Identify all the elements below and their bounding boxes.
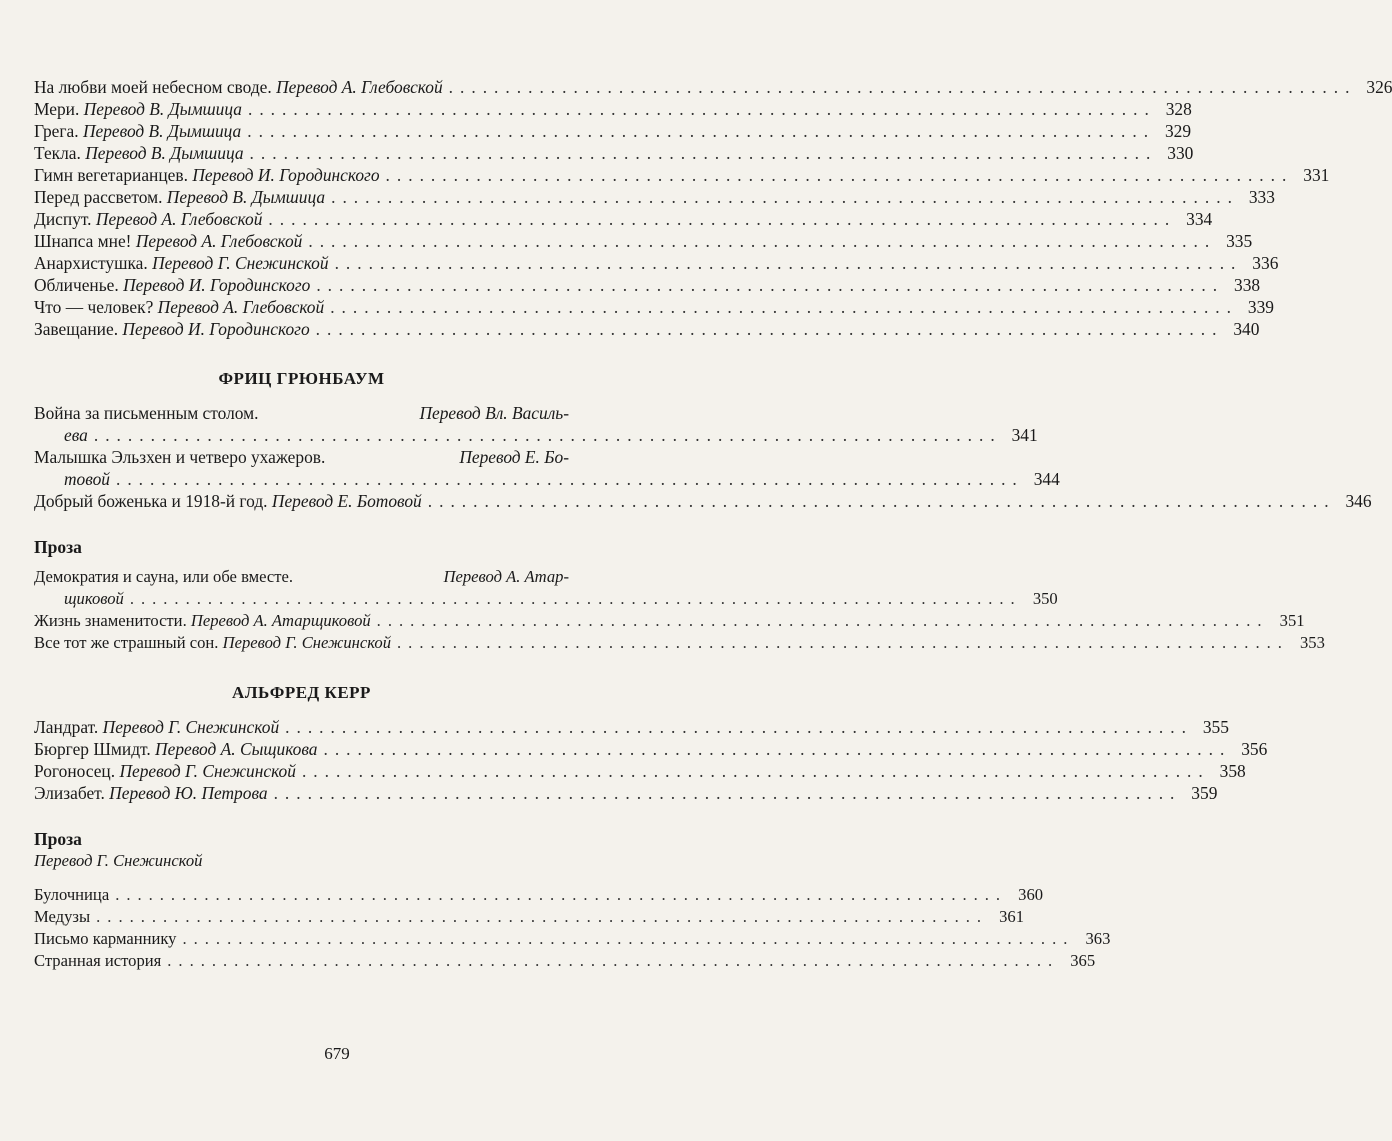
- leader-dots: ................................................................................: [301, 761, 1210, 781]
- entry-title: Ландрат.: [34, 717, 99, 737]
- leader-dots: ................................................................................: [115, 885, 1008, 904]
- entry-translator: Перевод В. Дымшица: [83, 99, 242, 119]
- leader-dots: ................................................................................: [331, 187, 1239, 207]
- entry-translator: Перевод Е. Ботовой: [271, 491, 422, 511]
- entry-continuation: ева: [64, 425, 88, 445]
- leader-dots: ................................................................................: [268, 209, 1177, 229]
- page-ref: 359: [1191, 783, 1218, 803]
- leader-dots: ................................................................................: [385, 165, 1294, 185]
- entry-title: Малышка Эльзхен и четверо ухажеров.: [34, 447, 326, 467]
- entry-translator: Перевод Г. Снежинской: [119, 761, 296, 781]
- page-ref: 356: [1241, 739, 1268, 759]
- toc-entry: [34, 296, 1274, 318]
- entry-title: Шнапса мне!: [34, 231, 132, 251]
- page-ref: 365: [1070, 951, 1096, 970]
- entry-translator: Перевод А. Глебовской: [157, 297, 325, 317]
- page-ref: 328: [1165, 99, 1192, 119]
- leader-dots: ................................................................................: [376, 611, 1269, 630]
- entry-translator: Перевод Г. Снежинской: [152, 253, 329, 273]
- leader-dots: ................................................................................: [334, 253, 1243, 273]
- entry-translator: Перевод А. Глебовской: [276, 77, 443, 97]
- entry-title: Добрый боженька и 1918-й год.: [34, 491, 268, 511]
- toc-entry: [34, 928, 1111, 950]
- entry-title: Анархистушка.: [34, 253, 148, 273]
- entry-title: Все тот же страшный сон.: [34, 633, 219, 652]
- entry-title: Медузы: [34, 907, 91, 926]
- toc-entry: [34, 716, 1229, 738]
- entry-title: Текла.: [34, 143, 81, 163]
- leader-dots: ................................................................................: [129, 589, 1022, 608]
- leader-dots: ................................................................................: [182, 929, 1075, 948]
- page-ref: 331: [1303, 165, 1330, 185]
- entry-title: Грега.: [34, 121, 79, 141]
- toc-entry: [34, 76, 1392, 98]
- leader-dots: ................................................................................: [96, 907, 989, 926]
- leader-dots: ................................................................................: [323, 739, 1232, 759]
- leader-dots: ................................................................................: [427, 491, 1336, 511]
- entry-translator: Перевод Г. Снежинской: [222, 633, 392, 652]
- entry-title: Странная история: [34, 951, 162, 970]
- toc-entry: [34, 274, 1261, 296]
- entry-title: Обличенье.: [34, 275, 119, 295]
- toc-entry: [34, 782, 1218, 804]
- page-ref: 351: [1279, 611, 1305, 630]
- entry-title: Мери.: [34, 99, 80, 119]
- toc-entry: [34, 632, 1325, 654]
- entry-translator: Перевод А. Атарщиковой: [190, 611, 371, 630]
- page-ref: 339: [1247, 297, 1274, 317]
- entry-translator: Перевод В. Дымшица: [85, 143, 244, 163]
- entry-title: Перед рассветом.: [34, 187, 163, 207]
- toc-entry: [34, 318, 1260, 340]
- page-ref: 363: [1085, 929, 1111, 948]
- page-ref: 355: [1202, 717, 1229, 737]
- entry-title: Война за письменным столом.: [34, 403, 259, 423]
- toc-entry: [34, 566, 1058, 610]
- page-ref: 353: [1300, 633, 1325, 652]
- leader-dots: ................................................................................: [247, 99, 1156, 119]
- page-ref: 330: [1167, 143, 1194, 163]
- leader-dots: ................................................................................: [315, 319, 1224, 339]
- toc-entry: [34, 738, 1268, 760]
- entry-translator: Перевод И. Городинского: [123, 275, 311, 295]
- page-ref: 358: [1219, 761, 1246, 781]
- page-ref: 346: [1345, 491, 1372, 511]
- entry-continuation: товой: [64, 469, 110, 489]
- leader-dots: ................................................................................: [93, 425, 1002, 445]
- table-of-contents: [34, 76, 1392, 972]
- author-heading-kerr: АЛЬФРЕД КЕРР: [232, 683, 371, 702]
- entry-title: На любви моей небесном своде.: [34, 77, 272, 97]
- entry-title: Бюргер Шмидт.: [34, 739, 151, 759]
- entry-title: Элизабет.: [34, 783, 105, 803]
- author-heading-gruenbaum: ФРИЦ ГРЮНБАУМ: [218, 369, 385, 388]
- toc-entry: [34, 230, 1253, 252]
- toc-entry: [34, 760, 1246, 782]
- leader-dots: ................................................................................: [167, 951, 1060, 970]
- page-ref: 334: [1186, 209, 1213, 229]
- leader-dots: ................................................................................: [330, 297, 1238, 317]
- entry-title: Письмо карманнику: [34, 929, 177, 948]
- entry-translator: Перевод А. Глебовской: [95, 209, 263, 229]
- entry-title: Гимн вегетарианцев.: [34, 165, 188, 185]
- leader-dots: ................................................................................: [285, 717, 1193, 737]
- section-heading-prose: Проза: [34, 829, 82, 849]
- entry-translator: Перевод А. Атар-: [443, 567, 569, 586]
- toc-entry: [34, 142, 1194, 164]
- page-ref: 350: [1032, 589, 1058, 608]
- toc-entry: [34, 490, 1372, 512]
- toc-entry: [34, 252, 1279, 274]
- toc-entry: [34, 98, 1192, 120]
- entry-continuation: щиковой: [64, 589, 124, 608]
- page-number: 679: [324, 1044, 350, 1063]
- leader-dots: ................................................................................: [273, 783, 1182, 803]
- page-ref: 360: [1018, 885, 1044, 904]
- leader-dots: ................................................................................: [115, 469, 1024, 489]
- toc-entry: [34, 186, 1275, 208]
- page-ref: 335: [1226, 231, 1253, 251]
- toc-entry: [34, 164, 1330, 186]
- leader-dots: ................................................................................: [448, 77, 1357, 97]
- entry-title: Жизнь знаменитости.: [34, 611, 187, 630]
- toc-entry: [34, 120, 1192, 142]
- entry-title: Диспут.: [34, 209, 92, 229]
- leader-dots: ................................................................................: [308, 231, 1217, 251]
- toc-entry: [34, 208, 1213, 230]
- page-ref: 338: [1234, 275, 1261, 295]
- page-ref: 344: [1033, 469, 1060, 489]
- entry-translator: Перевод А. Глебовской: [135, 231, 303, 251]
- leader-dots: ................................................................................: [397, 633, 1289, 652]
- page-ref: 336: [1252, 253, 1279, 273]
- page-ref: 341: [1011, 425, 1038, 445]
- leader-dots: ................................................................................: [247, 121, 1156, 141]
- page-ref: 326: [1366, 77, 1392, 97]
- entry-title: Булочница: [34, 885, 110, 904]
- leader-dots: ................................................................................: [316, 275, 1225, 295]
- toc-entry: [34, 402, 1038, 446]
- page-ref: 329: [1164, 121, 1192, 141]
- entry-translator: Перевод И. Городинского: [122, 319, 310, 339]
- leader-dots: ................................................................................: [249, 143, 1158, 163]
- entry-translator: Перевод И. Городинского: [192, 165, 380, 185]
- toc-entry: [34, 610, 1305, 632]
- toc-entry: [34, 884, 1044, 906]
- entry-title: Завещание.: [34, 319, 119, 339]
- toc-entry: [34, 446, 1060, 490]
- page-ref: 340: [1233, 319, 1260, 339]
- entry-translator: Перевод В. Дымшица: [82, 121, 242, 141]
- entry-translator: Перевод Е. Бо-: [459, 447, 569, 467]
- entry-translator: Перевод В. Дымшица: [166, 187, 326, 207]
- entry-translator: Перевод А. Сыщикова: [155, 739, 318, 759]
- section-translator: Перевод Г. Снежинской: [34, 851, 203, 870]
- toc-entry: [34, 906, 1025, 928]
- entry-translator: Перевод Ю. Петрова: [109, 783, 268, 803]
- entry-title: Демократия и сауна, или обе вместе.: [34, 567, 294, 586]
- section-heading-prose: Проза: [34, 537, 82, 557]
- entry-translator: Перевод Г. Снежинской: [102, 717, 280, 737]
- toc-entry: [34, 950, 1096, 972]
- page-ref: 333: [1248, 187, 1275, 207]
- entry-title: Рогоносец.: [34, 761, 116, 781]
- page-ref: 361: [999, 907, 1025, 926]
- entry-title: Что — человек?: [34, 297, 154, 317]
- entry-translator: Перевод Вл. Василь-: [419, 403, 569, 423]
